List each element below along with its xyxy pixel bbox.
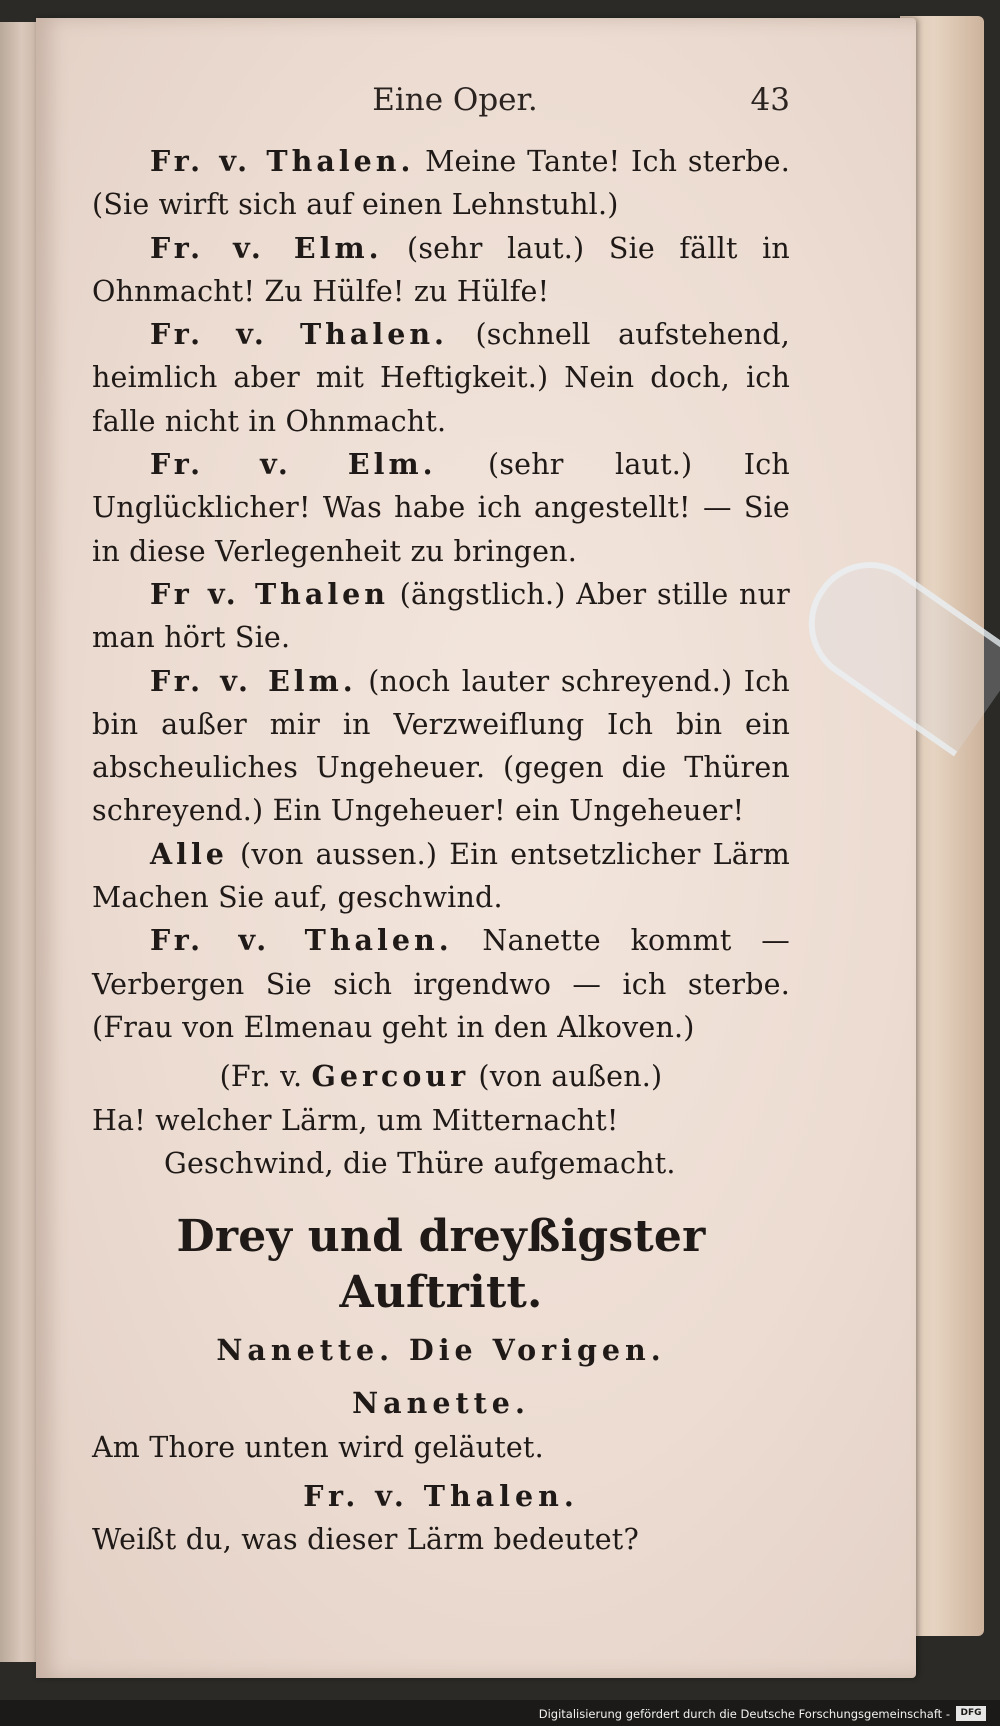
digitization-credit: Digitalisierung gefördert durch die Deutsche Forschungsgemeinschaft -	[538, 1707, 950, 1721]
speaker-name: Fr. v. Elm.	[150, 663, 357, 698]
speaker-name: Alle	[150, 836, 228, 871]
paragraph	[92, 313, 790, 443]
speaker-name: Fr. v. Thalen.	[150, 923, 453, 958]
scene-characters: Nanette. Die Vorigen.	[216, 1333, 666, 1368]
stage-direction	[92, 1055, 790, 1098]
paragraph-text: Nanette kommt — Verbergen Sie sich irgendwo — ich sterbe. (Frau von Elmenau geht in den Alkoven.)	[92, 924, 791, 1044]
paragraph	[92, 573, 790, 660]
paragraph	[92, 140, 790, 227]
running-title: Eine Oper.	[372, 82, 538, 118]
speaker-name: Fr. v. Elm.	[150, 230, 383, 265]
paragraph-text: (noch lauter schreyend.) Ich bin außer mir in Verzweiflung Ich bin ein abscheuliches Ungeheuer. (gegen die Thüren schreyend.) Ein Ungeheuer! ein Ungeheuer!	[92, 664, 790, 828]
speaker-name: Fr. v. Elm.	[150, 447, 437, 482]
paragraph	[92, 227, 790, 314]
speaker-name: Fr. v. Thalen.	[150, 144, 415, 178]
paragraph-text: (schnell aufstehend, heimlich aber mit Heftigkeit.) Nein doch, ich falle nicht in Ohnmacht.	[92, 318, 790, 438]
verse-line: Ha! welcher Lärm, um Mitternacht!	[92, 1103, 619, 1137]
paragraph	[92, 660, 790, 833]
left-page-edge	[0, 22, 36, 1662]
dfg-logo-icon: DFG	[956, 1706, 986, 1721]
speaker-name: Fr. v. Thalen.	[150, 317, 448, 352]
speaker-name: Fr v. Thalen	[150, 576, 390, 611]
paragraph	[92, 443, 790, 573]
stage-direction-name: Gercour	[311, 1059, 470, 1094]
paragraph-text: (von aussen.) Ein entsetzlicher Lärm Machen Sie auf, geschwind.	[92, 837, 790, 915]
dialogue-speaker: Nanette.	[352, 1386, 530, 1421]
stage-direction-open: (Fr. v.	[219, 1060, 312, 1094]
stage-direction-rest: (von außen.)	[469, 1060, 663, 1094]
paragraph-text: (ängstlich.) Aber stille nur man hört Sie.	[92, 577, 790, 655]
paragraph-text: Meine Tante! Ich sterbe. (Sie wirft sich auf einen Lehnstuhl.)	[92, 145, 790, 222]
page-body	[92, 140, 790, 1562]
paragraph-text: (sehr laut.) Sie fällt in Ohnmacht! Zu Hülfe! zu Hülfe!	[92, 231, 790, 308]
verse-line: Geschwind, die Thüre aufgemacht.	[164, 1146, 676, 1180]
dialogue-line: Weißt du, was dieser Lärm bedeutet?	[92, 1523, 639, 1557]
page-number: 43	[750, 82, 790, 118]
paragraph	[92, 919, 790, 1049]
paragraph	[92, 833, 790, 920]
scene-title: Drey und dreyßigster Auftritt.	[176, 1211, 706, 1319]
dialogue-line: Am Thore unten wird geläutet.	[92, 1430, 544, 1464]
dialogue-speaker: Fr. v. Thalen.	[303, 1479, 579, 1514]
paragraph-text: (sehr laut.) Ich Unglücklicher! Was habe ich angestellt! — Sie in diese Verlegenheit zu bringen.	[92, 448, 790, 568]
page-header	[120, 82, 790, 128]
